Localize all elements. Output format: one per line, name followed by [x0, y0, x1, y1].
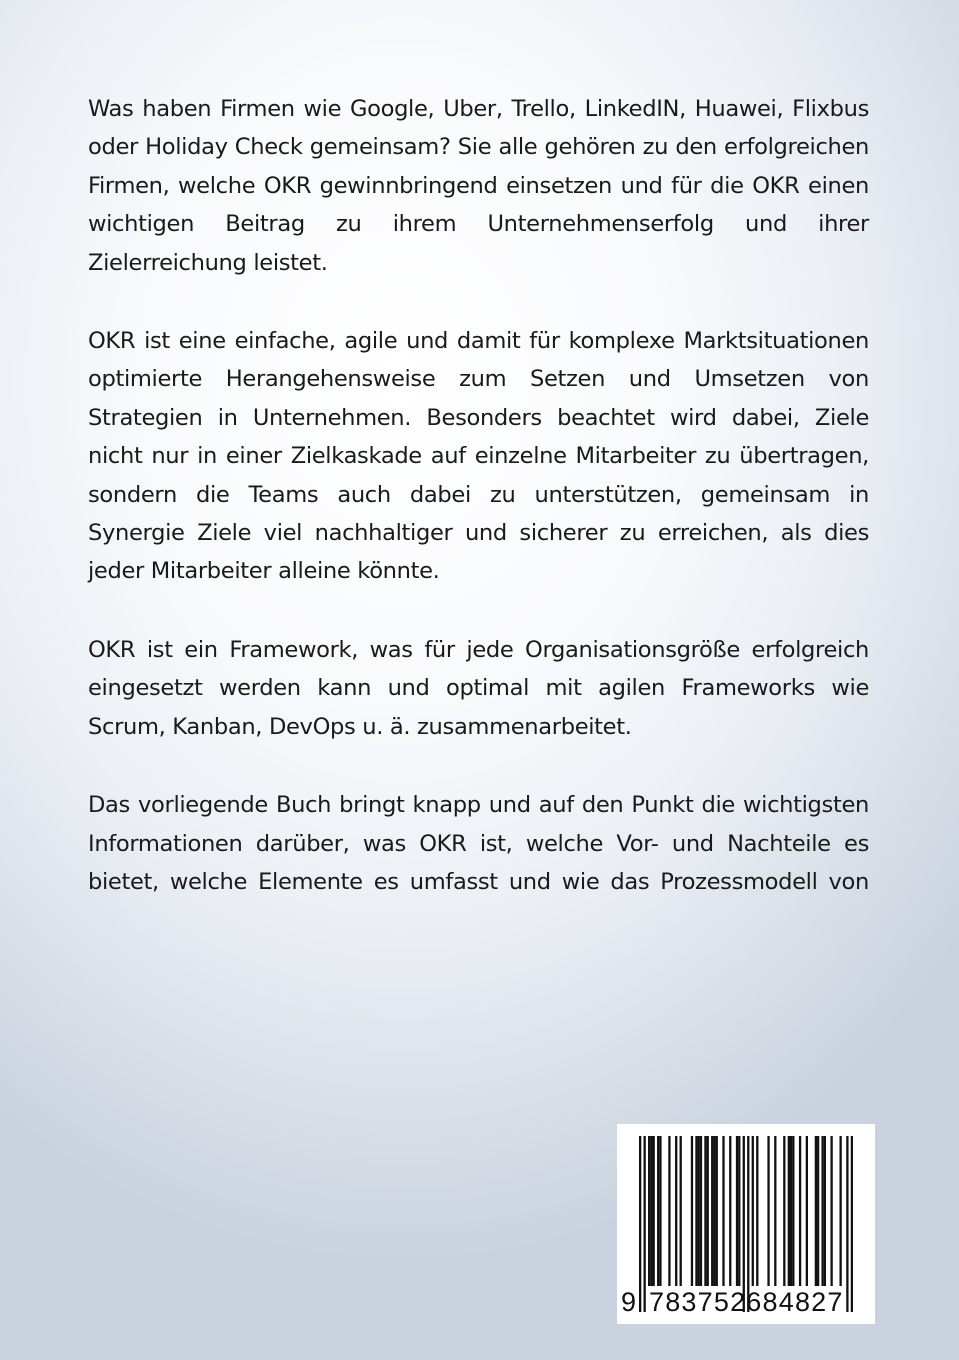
barcode-bar — [680, 1136, 682, 1286]
paragraph-intro: Was haben Firmen wie Google, Uber, Trello, LinkedIN, Huawei, Flixbus oder Holiday Check gemeinsam? Sie alle gehören zu den erfolgreichen Firmen, welche OKR gewinnbringend einsetzen und für die OKR einen wichtigen Beitrag zu ihrem Unternehmenserfolg und ihrer Zielerreichung leistet. — [88, 96, 869, 276]
barcode-bar — [817, 1136, 819, 1286]
barcode-bar — [790, 1136, 792, 1286]
barcode-bar — [675, 1136, 677, 1286]
barcode-bar — [736, 1136, 738, 1286]
barcode-bar — [851, 1136, 853, 1312]
barcode-bar — [722, 1136, 724, 1286]
barcode-bar — [738, 1136, 740, 1286]
barcode-first-digit: 9 — [621, 1287, 637, 1317]
barcode-bar — [788, 1136, 790, 1286]
barcode-bar — [691, 1136, 693, 1286]
barcode-bar — [729, 1136, 731, 1286]
barcode-bar — [767, 1136, 769, 1286]
paragraph-okr-approach: OKR ist eine einfache, agile und damit für komplexe Marktsituationen optimierte Herangehensweise zum Setzen und Umsetzen von Strategien in Unternehmen. Besonders beachtet wird dabei, Ziele nicht nur in einer Zielkaskade auf einzelne Mitarbeiter zu übertragen, sondern die Teams auch dabei zu unterstützen, gemeinsam in Synergie Ziele viel nachhaltiger und sicherer zu erreichen, als dies jeder Mitarbeiter alleine könnte. — [88, 328, 869, 585]
back-cover-text — [88, 90, 869, 941]
barcode-bar — [821, 1136, 823, 1286]
barcode-bar — [783, 1136, 785, 1286]
barcode-bar — [644, 1136, 646, 1312]
barcode-bar — [653, 1136, 655, 1286]
barcode-bar — [698, 1136, 700, 1286]
barcode-bar — [815, 1136, 817, 1286]
barcode-bar — [650, 1136, 652, 1286]
paragraph-book-summary: Das vorliegende Buch bringt knapp und auf den Punkt die wichtigsten Informationen darüber, was OKR ist, welche Vor- und Nachteile es bietet, welche Elemente es umfasst und wie das Prozessmodell von — [88, 792, 869, 895]
barcode-bar — [747, 1136, 749, 1312]
barcode-bar — [648, 1136, 650, 1286]
barcode-bar — [743, 1136, 745, 1312]
barcode-bar — [716, 1136, 718, 1286]
isbn-barcode — [617, 1124, 875, 1324]
barcode-bar — [846, 1136, 848, 1312]
barcode-bar — [824, 1136, 826, 1286]
barcode-bar — [752, 1136, 754, 1286]
barcode-bar — [799, 1136, 801, 1286]
barcode-bar — [806, 1136, 808, 1286]
barcode-bar — [695, 1136, 697, 1286]
barcode-bar — [774, 1136, 776, 1286]
barcode-bar — [704, 1136, 706, 1286]
barcode-bar — [668, 1136, 670, 1286]
barcode-bar — [792, 1136, 794, 1286]
barcode-bar — [711, 1136, 713, 1286]
barcode-bar — [639, 1136, 641, 1312]
barcode-bar — [700, 1136, 702, 1286]
barcode-bar — [830, 1136, 832, 1286]
paragraph-okr-framework: OKR ist ein Framework, was für jede Organisationsgröße erfolgreich eingesetzt werden kann und optimal mit agilen Frameworks wie Scrum, Kanban, DevOps u. ä. zusammenarbeitet. — [88, 636, 869, 740]
barcode-bar — [659, 1136, 661, 1286]
barcode-bar — [657, 1136, 659, 1286]
barcode-bar — [713, 1136, 715, 1286]
barcode-bar — [839, 1136, 841, 1286]
barcode-bar — [707, 1136, 709, 1286]
barcode-digits: 783752684827 — [649, 1287, 844, 1317]
barcode-bar — [756, 1136, 758, 1286]
barcode-bars — [639, 1136, 853, 1312]
